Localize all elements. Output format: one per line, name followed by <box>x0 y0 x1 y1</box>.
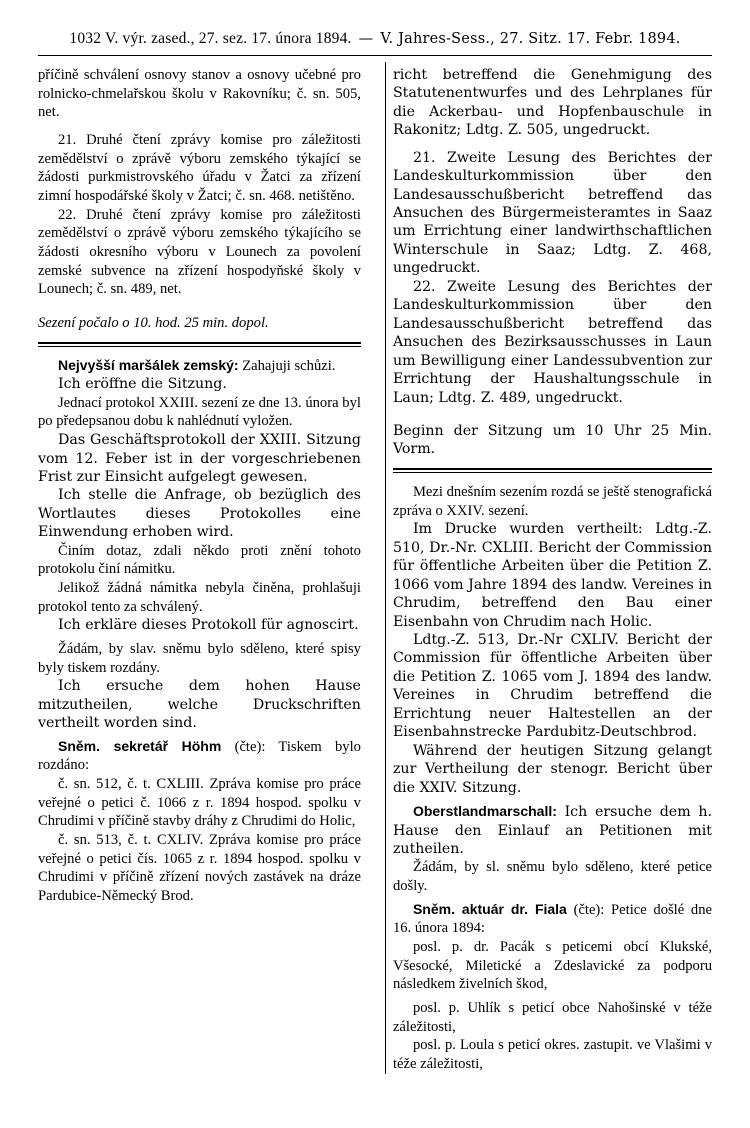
speaker-name: Sněm. sekretář Höhm <box>58 737 222 754</box>
speech-paragraph: posl. p. Loula s peticí okres. zastupit. ve Vlašimi v téže záležitosti, <box>392 1037 712 1073</box>
speech-paragraph: posl. p. dr. Pacák s peticemi obcí Klukské, Všesocké, Miletické a Zdeslavické za podporu následkem živelních škod, <box>392 939 712 993</box>
speech-paragraph: posl. p. Uhlík s peticí obce Nahošinské v téže záležitosti, <box>392 1000 712 1035</box>
speech-text: Ich ersuche dem h. Hause den Einlauf an Petitionen mit zutheilen. <box>392 804 712 857</box>
right-session-start: Beginn der Sitzung um 10 Uhr 25 Min. Vorm. <box>392 423 712 458</box>
speech-paragraph: Das Geschäftsprotokoll der XXIII. Sitzung vom 12. Feber ist in der vorgeschriebenen Frist zur Einsicht aufgelegt gewesen. <box>38 432 361 485</box>
running-head-dash: — <box>358 31 374 47</box>
right-section-rule-wrap <box>393 459 712 483</box>
header-rule <box>38 55 712 56</box>
speech-paragraph: Im Drucke wurden vertheilt: Ldtg.-Z. 510, Dr.-Nr. CXLIII. Bericht der Commission für öffentliche Arbeiten über die Petition Z. 1066 vom Jahre 1894 des landw. Vereines in Chrudim, betreffend den Bau einer Eisenbahn von Chrudim nach Holic. <box>392 521 712 630</box>
right-column <box>375 66 712 1074</box>
speech-text: (čte): Petice došlé dne 16. února 1894: <box>392 901 712 937</box>
speech-paragraph: Jednací protokol XXIII. sezení ze dne 13. února byl po předepsanou dobu k nahlédnutí vyložen. <box>38 394 361 430</box>
speaker-name: Oberstlandmarschall: <box>412 803 557 820</box>
right-agenda-item-22: 22. Zweite Lesung des Berichtes der Landeskulturkommission über den Landesausschußbericht betreffend das Ansuchen des Bezirksausschusses in Laun um Bewilligung einer Landessubvention zur Errichtung der Haushaltungsschule in Laun; Ldtg. Z. 489, ungedruckt. <box>392 278 712 406</box>
speech-paragraph <box>38 357 361 376</box>
right-speech-list <box>393 483 712 1074</box>
speech-paragraph <box>393 802 712 858</box>
speech-paragraph: Jelikož žádná námitka nebyla činěna, prohlašuji protokol tento za schválený. <box>38 580 361 615</box>
speech-paragraph: Ich ersuche dem hohen Hause mitzutheilen, welche Druckschriften vertheilt worden sind. <box>38 678 361 732</box>
running-head-czech: 1032 V. výr. zased., 27. sez. 17. února 1894. <box>69 30 352 47</box>
left-speech-list <box>38 357 361 906</box>
running-head-german: V. Jahres-Sess., 27. Sitz. 17. Febr. 1894. <box>380 31 681 47</box>
speech-paragraph: Žádám, by slav. sněmu bylo sděleno, které spisy byly tiskem rozdány. <box>38 640 361 676</box>
speech-paragraph: Žádám, by sl. sněmu bylo sděleno, které petice došly. <box>392 859 712 895</box>
speech-paragraph <box>38 738 361 775</box>
right-top-paragraph: richt betreffend die Genehmigung des Statutenentwurfes und des Lehrplanes für die Ackerbau- und Hopfenbauschule in Rakonitz; Ldtg. Z. 505, ungedruckt. <box>392 66 712 139</box>
left-column <box>38 66 375 1074</box>
speech-paragraph: č. sn. 513, č. t. CXLIV. Zpráva komise pro práce veřejné o petici čís. 1065 z r. 1894 hospod. spolku v Chrudimi v příčině zřízení nových zastávek na dráze Pardubice-Německý Brod. <box>38 831 361 904</box>
speech-paragraph: Mezi dnešním sezením rozdá se ještě stenografická zpráva o XXIV. sezení. <box>392 483 713 519</box>
speech-paragraph: Ich erkläre dieses Protokoll für agnoscirt. <box>58 617 359 634</box>
speech-paragraph: Ldtg.-Z. 513, Dr.-Nr CXLIV. Bericht der Commission für öffentliche Arbeiten über die Petition Z. 1065 vom J. 1894 des landw. Vereines in Chrudim betreffend die Errichtung neuer Haltestellen an der Eisenbahnstrecke Pardubitz-Deutschbrod. <box>392 631 712 741</box>
speech-paragraph <box>393 901 712 938</box>
column-divider <box>385 62 386 1074</box>
speech-paragraph: č. sn. 512, č. t. CXLIII. Zpráva komise pro práce veřejné o petici č. 1066 z r. 1894 hospod. spolku v Chrudimi v příčině stavby dráhy z Chrudimi do Holic, <box>38 775 361 830</box>
left-section-rule-wrap <box>38 333 361 357</box>
running-head <box>38 30 712 53</box>
speech-paragraph: Ich eröffne die Sitzung. <box>58 376 227 393</box>
left-section-rule <box>38 342 361 347</box>
speech-text: (čte): Tiskem bylo rozdáno: <box>38 738 361 774</box>
speaker-name: Nejvyšší maršálek zemský: <box>58 356 239 373</box>
left-agenda-item-22: 22. Druhé čtení zprávy komise pro záležitosti zemědělství o zprávě výboru zemského týkajícího se žádosti okresního výboru v Lounech za povolení zemské subvence na zřízení hospodyňské školy v Lounech; č. sn. 489, net. <box>38 206 361 298</box>
body-columns <box>38 66 712 1074</box>
speech-paragraph: Činím dotaz, zdali někdo proti znění tohoto protokolu činí námitku. <box>38 542 361 578</box>
left-top-paragraph: příčině schválení osnovy stanov a osnovy učebné pro rolnicko-chmelařskou školu v Rakovníku; č. sn. 505, net. <box>38 66 361 121</box>
speech-paragraph: Ich stelle die Anfrage, ob bezüglich des Wortlautes dieses Protokolles eine Einwendung erhoben wird. <box>38 487 361 541</box>
right-section-rule <box>393 468 712 473</box>
speaker-name: Sněm. aktuár dr. Fiala <box>412 900 567 917</box>
left-session-start: Sezení počalo o 10. hod. 25 min. dopol. <box>38 314 269 331</box>
speech-text: Zahajuji schůzi. <box>238 357 336 374</box>
speech-paragraph: Während der heutigen Sitzung gelangt zur Vertheilung der stenogr. Bericht über die XXIV. Sitzung. <box>392 742 712 796</box>
right-agenda-item-21: 21. Zweite Lesung des Berichtes der Landeskulturkommission über den Landesausschußbericht betreffend das Ansuchen des Bürgermeisteramtes in Saaz um Errichtung einer landwirthschaftlichen Winterschule in Saaz; Ldtg. Z. 468, ungedruckt. <box>392 149 712 277</box>
left-agenda-item-21: 21. Druhé čtení zprávy komise pro záležitosti zemědělství o zprávě výboru zemského týkající se žádosti purkmistrovského úřadu v Žatci za zřízení zimní hospodářské školy v Žatci; č. sn. 468. netištěno. <box>38 131 361 204</box>
